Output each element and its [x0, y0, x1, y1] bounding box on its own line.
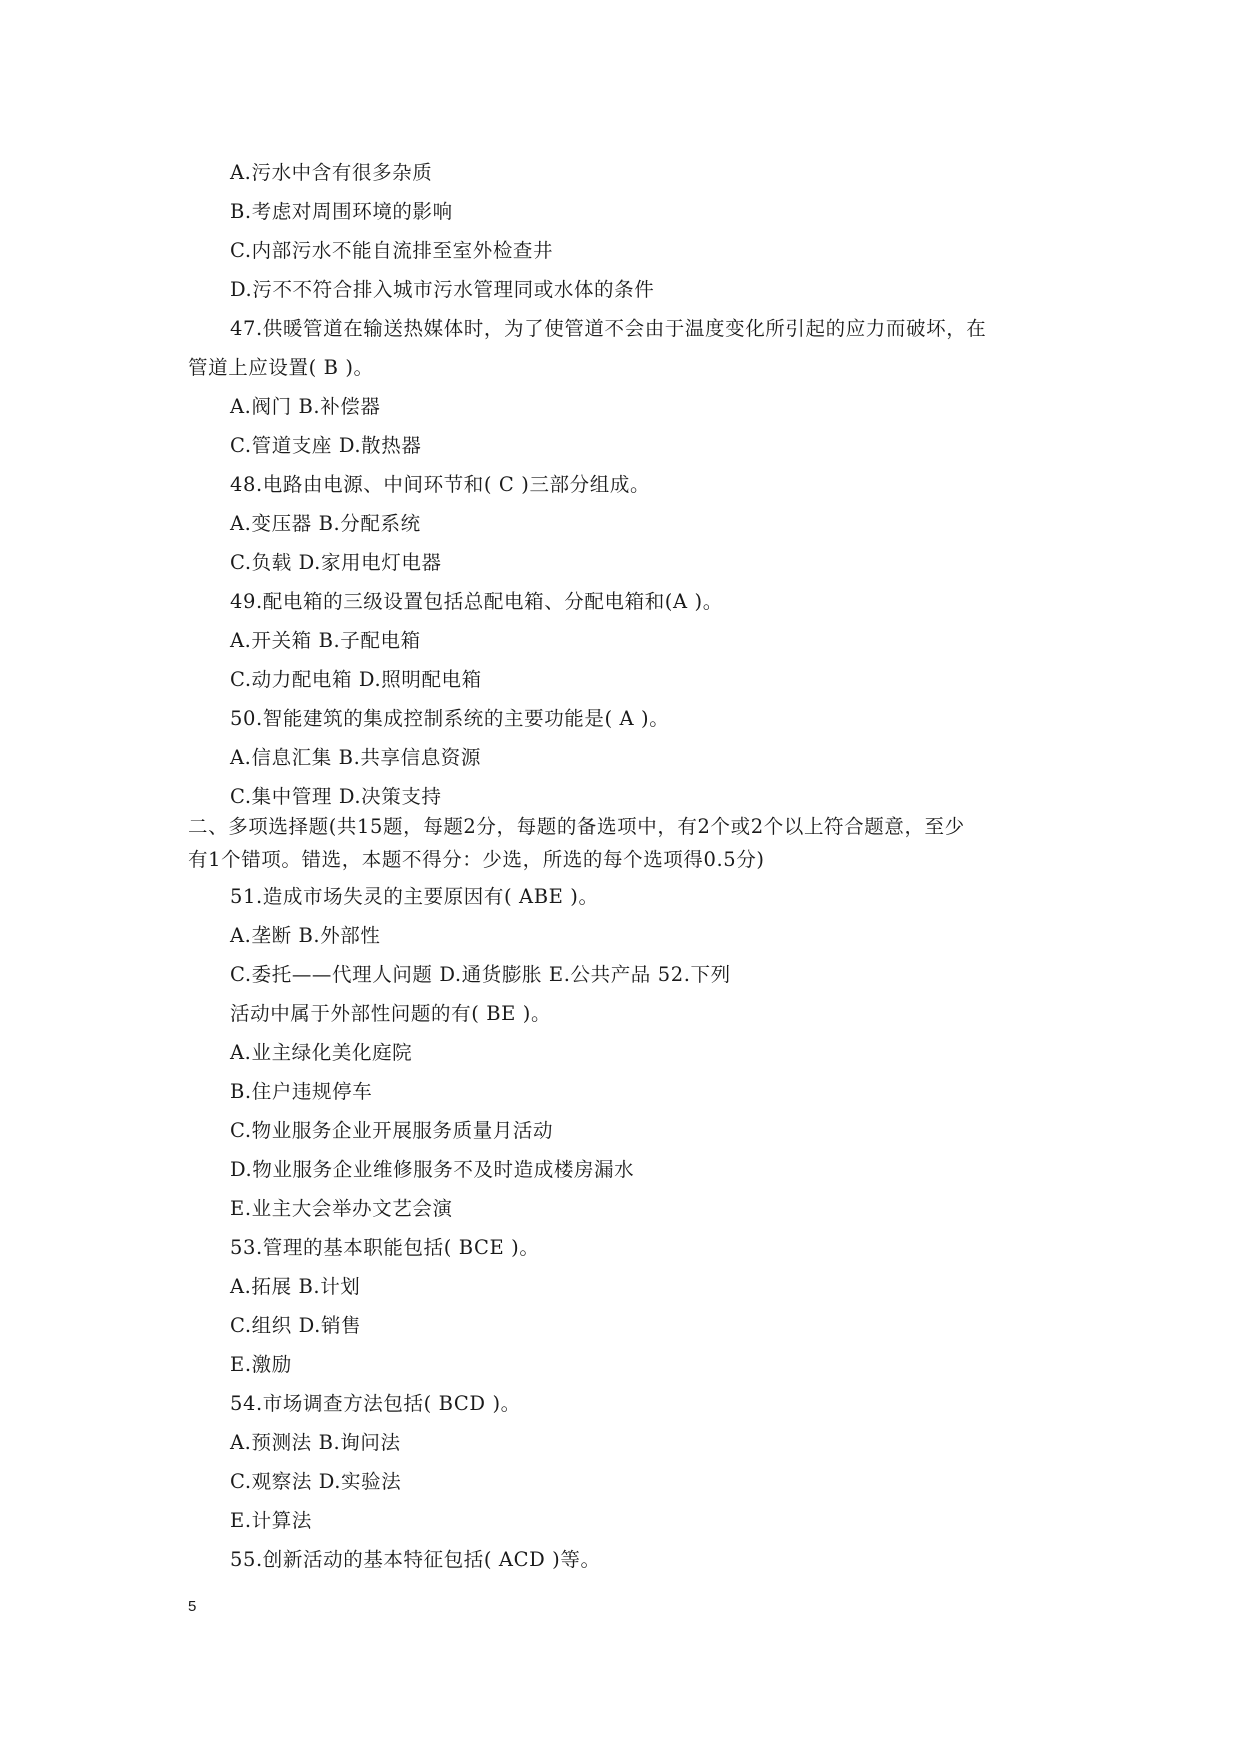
- text-line: D.污不不符合排入城市污水管理同或水体的条件: [230, 278, 655, 301]
- text-line: A.信息汇集 B.共享信息资源: [230, 746, 482, 769]
- page-number: 5: [188, 1598, 197, 1615]
- question-50: 50.智能建筑的集成控制系统的主要功能是( A )。: [230, 707, 670, 730]
- text-line: C.内部污水不能自流排至室外检查井: [230, 239, 554, 262]
- text-line: 管道上应设置( B )。: [188, 356, 374, 379]
- text-line: A.变压器 B.分配系统: [230, 512, 421, 535]
- text-line: A.垄断 B.外部性: [230, 924, 381, 947]
- text-line: 活动中属于外部性问题的有( BE )。: [230, 1002, 552, 1025]
- text-line: C.动力配电箱 D.照明配电箱: [230, 668, 482, 691]
- section-heading-continued: 有1个错项。错选，本题不得分：少选，所选的每个选项得0.5分): [188, 848, 765, 871]
- section-heading: 二、多项选择题(共15题，每题2分，每题的备选项中，有2个或2个以上符合题意，至少: [188, 815, 965, 838]
- question-47: 47.供暖管道在输送热媒体时，为了使管道不会由于温度变化所引起的应力而破坏，在: [230, 317, 987, 340]
- text-line: A.污水中含有很多杂质: [230, 161, 433, 184]
- text-line: C.物业服务企业开展服务质量月活动: [230, 1119, 554, 1142]
- text-line: E.计算法: [230, 1509, 312, 1532]
- text-line: E.业主大会举办文艺会演: [230, 1197, 453, 1220]
- text-line: C.负载 D.家用电灯电器: [230, 551, 442, 574]
- text-line: E.激励: [230, 1353, 292, 1376]
- text-line: A.业主绿化美化庭院: [230, 1041, 413, 1064]
- question-51: 51.造成市场失灵的主要原因有( ABE )。: [230, 885, 599, 908]
- question-53: 53.管理的基本职能包括( BCE )。: [230, 1236, 540, 1259]
- text-line: C.观察法 D.实验法: [230, 1470, 402, 1493]
- text-line: A.拓展 B.计划: [230, 1275, 361, 1298]
- question-48: 48.电路由电源、中间环节和( C )三部分组成。: [230, 473, 651, 496]
- question-49: 49.配电箱的三级设置包括总配电箱、分配电箱和(A )。: [230, 590, 723, 613]
- question-54: 54.市场调查方法包括( BCD )。: [230, 1392, 521, 1415]
- text-line: B.考虑对周围环境的影响: [230, 200, 453, 223]
- question-55: 55.创新活动的基本特征包括( ACD )等。: [230, 1548, 601, 1571]
- text-line: A.阀门 B.补偿器: [230, 395, 381, 418]
- text-line: C.管道支座 D.散热器: [230, 434, 422, 457]
- text-line: C.组织 D.销售: [230, 1314, 362, 1337]
- text-line: C.委托——代理人问题 D.通货膨胀 E.公共产品 52.下列: [230, 963, 731, 986]
- text-line: C.集中管理 D.决策支持: [230, 785, 442, 808]
- text-line: A.预测法 B.询问法: [230, 1431, 401, 1454]
- text-line: D.物业服务企业维修服务不及时造成楼房漏水: [230, 1158, 635, 1181]
- text-line: B.住户违规停车: [230, 1080, 373, 1103]
- text-line: A.开关箱 B.子配电箱: [230, 629, 421, 652]
